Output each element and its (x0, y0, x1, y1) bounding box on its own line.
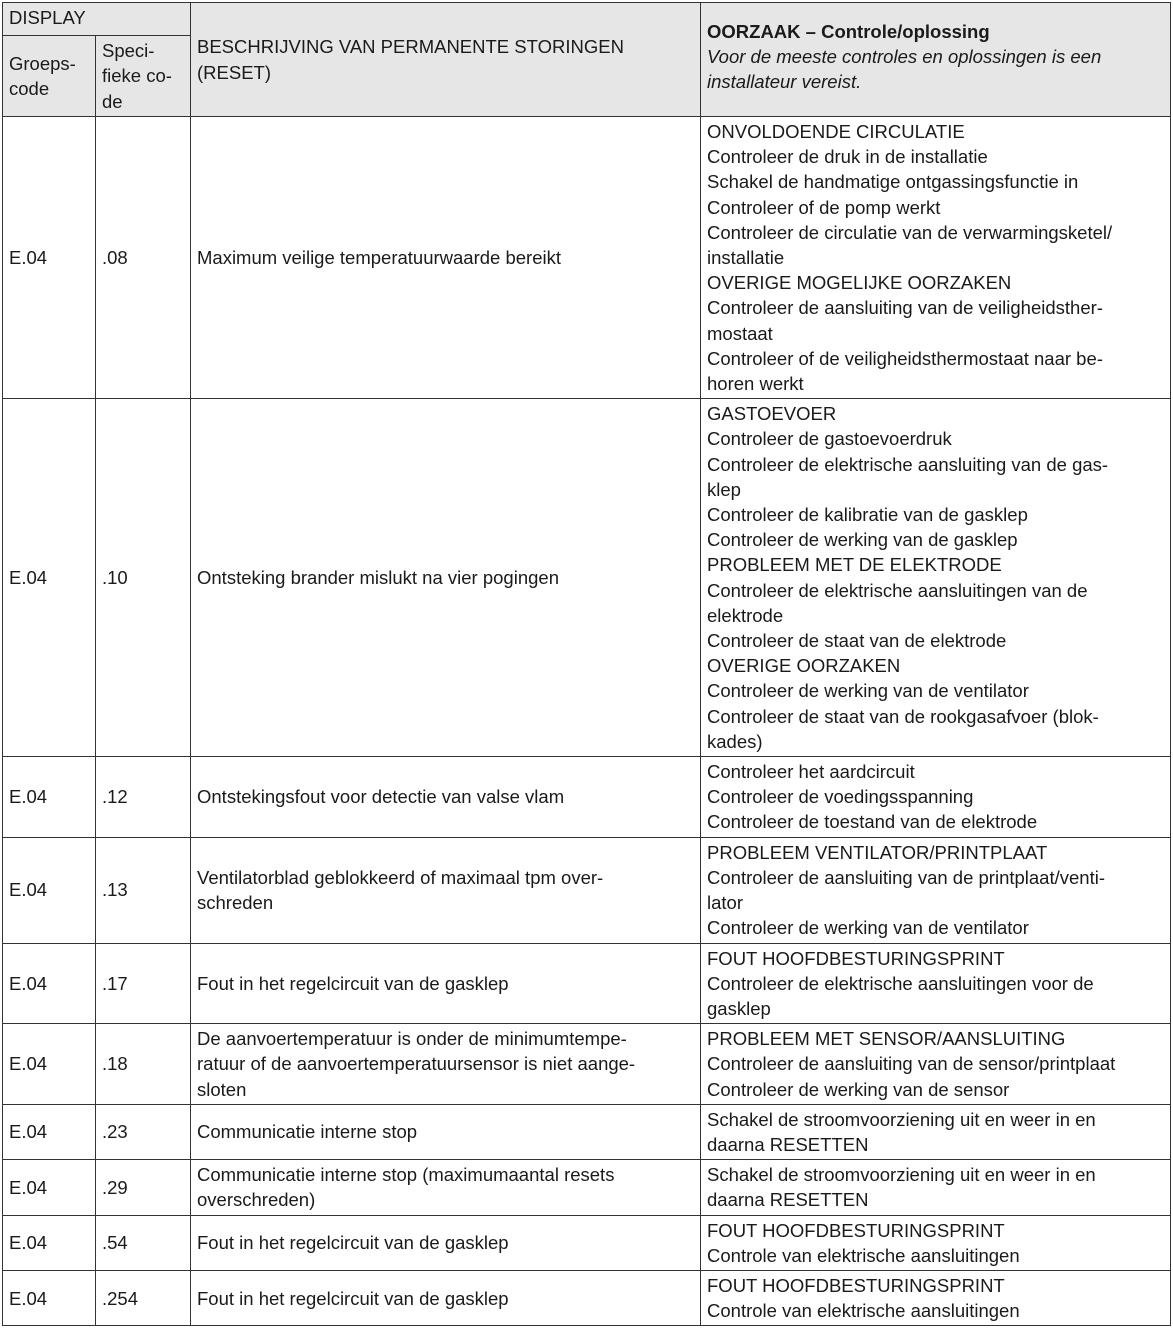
cause-header (701, 3, 1171, 117)
specific-code-cell (96, 117, 191, 399)
specific-code-cell-text: .23 (102, 1121, 128, 1143)
table-row (3, 399, 1171, 757)
group-code-cell-text: E.04 (9, 1121, 48, 1143)
specific-code-cell (96, 943, 191, 1024)
cause-cell (701, 1024, 1171, 1105)
cause-cell-text: PROBLEEM MET SENSOR/AANSLUITING Controleer de aansluiting van de sensor/printplaat Controleer de werking van de sensor (707, 1028, 1116, 1100)
specific-code-cell (96, 1024, 191, 1105)
cause-cell (701, 117, 1171, 399)
description-cell-text: Ventilatorblad geblokkeerd of maximaal tpm over- schreden (197, 866, 604, 914)
specific-code-cell (96, 1270, 191, 1325)
cause-cell-text: FOUT HOOFDBESTURINGSPRINT Controle van elektrische aansluitingen (707, 1274, 1020, 1322)
description-cell (191, 943, 701, 1024)
cause-cell (701, 1270, 1171, 1325)
table-row (3, 1270, 1171, 1325)
description-cell-text: Ontsteking brander mislukt na vier pogingen (197, 567, 559, 589)
group-code-header (3, 36, 96, 117)
group-code-cell (3, 399, 96, 757)
description-cell (191, 1104, 701, 1159)
specific-code-cell-text: .12 (102, 786, 128, 808)
description-cell (191, 1160, 701, 1215)
group-code-cell-text: E.04 (9, 972, 48, 994)
table-row (3, 1160, 1171, 1215)
specific-code-header (96, 36, 191, 117)
specific-code-cell-text: .18 (102, 1053, 128, 1075)
description-cell-text: Fout in het regelcircuit van de gasklep (197, 1232, 509, 1254)
specific-code-cell (96, 1104, 191, 1159)
description-cell-text: Fout in het regelcircuit van de gasklep (197, 972, 509, 994)
description-cell (191, 1215, 701, 1270)
group-code-cell-text: E.04 (9, 1053, 48, 1075)
table-row (3, 117, 1171, 399)
cause-cell-text: PROBLEEM VENTILATOR/PRINTPLAAT Controleer de aansluiting van de printplaat/venti- lator Controleer de werking van de ventilator (707, 841, 1105, 939)
group-code-header-text: Groeps- code (9, 52, 76, 99)
specific-code-cell-text: .17 (102, 972, 128, 994)
description-header-text: BESCHRIJVING VAN PERMANENTE STORINGEN (RESET) (197, 36, 624, 83)
specific-code-cell (96, 1160, 191, 1215)
table-row (3, 943, 1171, 1024)
specific-code-cell-text: .54 (102, 1232, 128, 1254)
group-code-cell (3, 837, 96, 943)
cause-cell-text: FOUT HOOFDBESTURINGSPRINT Controleer de elektrische aansluitingen voor de gasklep (707, 947, 1094, 1019)
group-code-cell-text: E.04 (9, 879, 48, 901)
cause-cell (701, 1215, 1171, 1270)
cause-header-note: Voor de meeste controles en oplossingen is een installateur vereist. (707, 46, 1102, 93)
cause-cell (701, 1160, 1171, 1215)
fault-table-container (2, 2, 1171, 1326)
cause-cell-text: Schakel de stroomvoorziening uit en weer in en daarna RESETTEN (707, 1108, 1096, 1155)
display-header: DISPLAY (3, 3, 191, 36)
group-code-cell-text: E.04 (9, 247, 48, 269)
specific-code-cell-text: .29 (102, 1176, 128, 1198)
group-code-cell (3, 1215, 96, 1270)
description-cell (191, 399, 701, 757)
group-code-cell-text: E.04 (9, 567, 48, 589)
specific-code-cell-text: .10 (102, 567, 128, 589)
group-code-cell-text: E.04 (9, 1176, 48, 1198)
table-row (3, 837, 1171, 943)
description-cell (191, 117, 701, 399)
description-cell-text: Communicatie interne stop (197, 1121, 418, 1143)
specific-code-cell-text: .08 (102, 247, 128, 269)
cause-cell-text: GASTOEVOER Controleer de gastoevoerdruk Controleer de elektrische aansluiting van de gas- klep Controleer de kalibratie van de gasklep Controleer de werking van de gasklep PROBLEEM MET DE ELEKTRODE Controleer de elektrische aansluitingen van de elektrode Controleer de staat van de elektrode OVERIGE OORZAKEN Controleer de werking van de ventilator Controleer de staat van de rookgasafvoer (blok- kades) (707, 403, 1109, 752)
group-code-cell (3, 117, 96, 399)
specific-code-cell (96, 399, 191, 757)
group-code-cell (3, 757, 96, 838)
table-body (3, 117, 1171, 1326)
group-code-cell (3, 943, 96, 1024)
cause-header-title: OORZAAK – Controle/oplossing (707, 21, 990, 42)
cause-cell-text: Schakel de stroomvoorziening uit en weer in en daarna RESETTEN (707, 1164, 1096, 1211)
cause-cell (701, 757, 1171, 838)
table-row (3, 1104, 1171, 1159)
description-cell (191, 1024, 701, 1105)
cause-cell (701, 837, 1171, 943)
group-code-cell (3, 1024, 96, 1105)
description-cell (191, 1270, 701, 1325)
group-code-cell-text: E.04 (9, 786, 48, 808)
description-cell-text: Fout in het regelcircuit van de gasklep (197, 1287, 509, 1309)
description-cell-text: De aanvoertemperatuur is onder de minimumtempe- ratuur of de aanvoertemperatuursensor is niet aange- sloten (197, 1028, 636, 1100)
table-row (3, 1024, 1171, 1105)
specific-code-cell (96, 1215, 191, 1270)
description-cell-text: Communicatie interne stop (maximumaantal resets overschreden) (197, 1164, 615, 1211)
description-cell (191, 757, 701, 838)
group-code-cell (3, 1270, 96, 1325)
table-row (3, 757, 1171, 838)
cause-cell-text: FOUT HOOFDBESTURINGSPRINT Controle van elektrische aansluitingen (707, 1219, 1020, 1266)
cause-cell (701, 399, 1171, 757)
cause-cell (701, 1104, 1171, 1159)
description-cell (191, 837, 701, 943)
specific-code-cell (96, 757, 191, 838)
group-code-cell (3, 1104, 96, 1159)
permanent-faults-table (2, 2, 1171, 1326)
description-header (191, 3, 701, 117)
specific-code-header-text: Speci- fieke co- de (102, 40, 172, 112)
group-code-cell-text: E.04 (9, 1287, 48, 1309)
specific-code-cell-text: .13 (102, 879, 128, 901)
specific-code-cell-text: .254 (102, 1287, 139, 1309)
description-cell-text: Maximum veilige temperatuurwaarde bereikt (197, 247, 561, 269)
table-row (3, 1215, 1171, 1270)
group-code-cell-text: E.04 (9, 1232, 48, 1254)
cause-cell (701, 943, 1171, 1024)
group-code-cell (3, 1160, 96, 1215)
description-cell-text: Ontstekingsfout voor detectie van valse vlam (197, 786, 565, 808)
cause-cell-text: ONVOLDOENDE CIRCULATIE Controleer de druk in de installatie Schakel de handmatige ontgassingsfunctie in Controleer of de pomp werkt Controleer de circulatie van de verwarmingsketel/ installatie OVERIGE MOGELIJKE OORZAKEN Controleer de aansluiting van de veiligheidsther- mostaat Controleer of de veiligheidsthermostaat naar be- horen werkt (707, 121, 1113, 395)
specific-code-cell (96, 837, 191, 943)
table-header (3, 3, 1171, 117)
cause-cell-text: Controleer het aardcircuit Controleer de voedingsspanning Controleer de toestand van de elektrode (707, 761, 1038, 833)
